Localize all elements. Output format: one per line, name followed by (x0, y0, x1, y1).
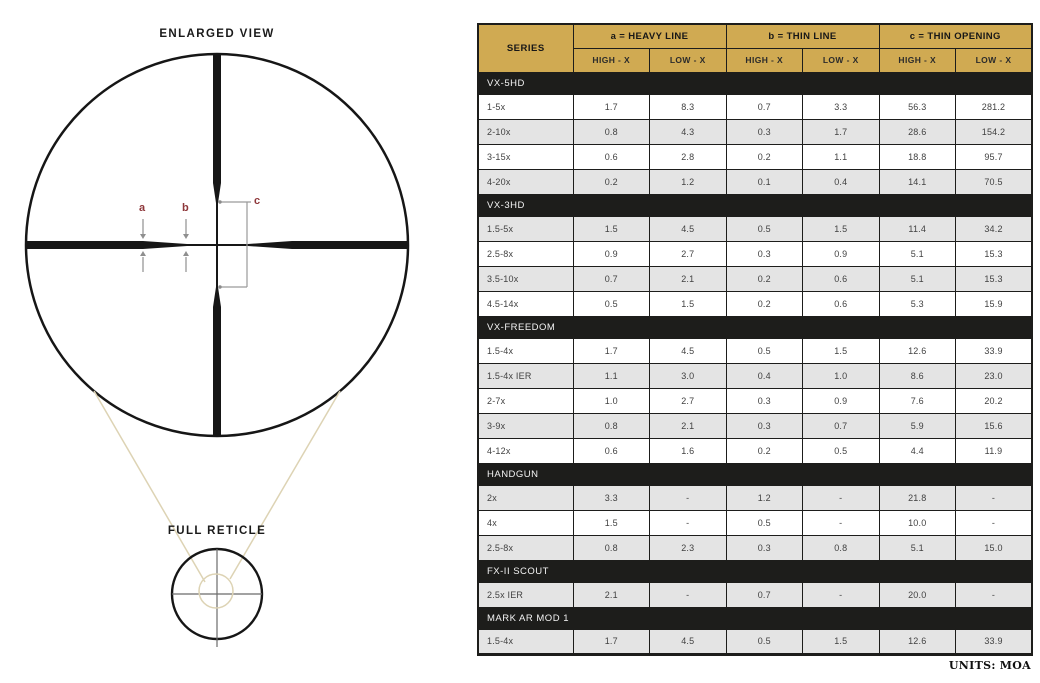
value-cell: 0.7 (726, 582, 803, 607)
data-row (478, 535, 1032, 560)
value-cell: 154.2 (956, 119, 1033, 144)
value-cell: 11.4 (879, 216, 956, 241)
value-cell: 3.3 (803, 94, 880, 119)
data-row (478, 510, 1032, 535)
series-cell: 2.5-8x (478, 535, 573, 560)
value-cell: 0.5 (726, 510, 803, 535)
value-cell: 12.6 (879, 629, 956, 654)
callout-a-arrowhead-down (140, 234, 146, 239)
value-cell: 0.3 (726, 535, 803, 560)
series-cell: 4.5-14x (478, 291, 573, 316)
value-cell: 28.6 (879, 119, 956, 144)
series-cell: 1.5-4x (478, 629, 573, 654)
value-cell: 0.1 (726, 169, 803, 194)
data-row (478, 169, 1032, 194)
value-cell: 5.3 (879, 291, 956, 316)
value-cell: 0.6 (573, 438, 650, 463)
value-cell: 33.9 (956, 629, 1033, 654)
value-cell: 2.7 (650, 388, 727, 413)
value-cell: 2.1 (573, 582, 650, 607)
value-cell: 1.0 (803, 363, 880, 388)
value-cell: 15.6 (956, 413, 1033, 438)
section-row-vx-3hd (478, 194, 1032, 216)
value-cell: 0.2 (726, 291, 803, 316)
section-label: FX-II SCOUT (478, 560, 1032, 582)
value-cell: 11.9 (956, 438, 1033, 463)
value-cell: 3.3 (573, 485, 650, 510)
value-cell: 3.0 (650, 363, 727, 388)
value-cell: - (650, 510, 727, 535)
value-cell: 0.6 (803, 291, 880, 316)
reticle-dimensions-table (477, 23, 1033, 656)
value-cell: 1.7 (573, 94, 650, 119)
subheader-high-x: HIGH - X (726, 48, 803, 72)
series-cell: 1.5-4x IER (478, 363, 573, 388)
value-cell: 0.7 (726, 94, 803, 119)
value-cell: 1.0 (573, 388, 650, 413)
value-cell: 95.7 (956, 144, 1033, 169)
data-row (478, 413, 1032, 438)
value-cell: 8.6 (879, 363, 956, 388)
series-cell: 3.5-10x (478, 266, 573, 291)
series-cell: 2-7x (478, 388, 573, 413)
enlarged-view-title: ENLARGED VIEW (159, 28, 275, 40)
value-cell: 0.5 (726, 629, 803, 654)
value-cell: 2.1 (650, 266, 727, 291)
value-cell: 1.5 (803, 338, 880, 363)
value-cell: 0.6 (803, 266, 880, 291)
data-row (478, 216, 1032, 241)
series-cell: 2.5-8x (478, 241, 573, 266)
value-cell: 1.7 (573, 338, 650, 363)
value-cell: 0.3 (726, 413, 803, 438)
value-cell: 0.8 (573, 413, 650, 438)
value-cell: 0.8 (573, 535, 650, 560)
section-row-vx-freedom (478, 316, 1032, 338)
value-cell: 5.1 (879, 266, 956, 291)
value-cell: 1.5 (803, 216, 880, 241)
series-cell: 2x (478, 485, 573, 510)
value-cell: 0.2 (726, 438, 803, 463)
value-cell: 20.0 (879, 582, 956, 607)
series-cell: 3-15x (478, 144, 573, 169)
value-cell: 0.3 (726, 388, 803, 413)
value-cell: 15.3 (956, 241, 1033, 266)
group-header-heavy-line: a = HEAVY LINE (573, 24, 726, 48)
value-cell: 21.8 (879, 485, 956, 510)
value-cell: 18.8 (879, 144, 956, 169)
value-cell: 1.5 (573, 510, 650, 535)
value-cell: 5.1 (879, 535, 956, 560)
section-row-fx-ii-scout (478, 560, 1032, 582)
value-cell: - (803, 485, 880, 510)
value-cell: 1.2 (726, 485, 803, 510)
spec-table-panel (477, 23, 1033, 672)
value-cell: - (956, 582, 1033, 607)
value-cell: 4.4 (879, 438, 956, 463)
data-row (478, 438, 1032, 463)
data-row (478, 241, 1032, 266)
subheader-high-x: HIGH - X (573, 48, 650, 72)
table-header (478, 24, 1032, 72)
section-row-handgun (478, 463, 1032, 485)
value-cell: 0.2 (726, 266, 803, 291)
series-cell: 1.5-5x (478, 216, 573, 241)
data-row (478, 119, 1032, 144)
data-row (478, 94, 1032, 119)
value-cell: 33.9 (956, 338, 1033, 363)
subheader-low-x: LOW - X (650, 48, 727, 72)
value-cell: 0.5 (726, 338, 803, 363)
value-cell: 5.1 (879, 241, 956, 266)
units-note: UNITS: MOA (948, 658, 1031, 672)
value-cell: 56.3 (879, 94, 956, 119)
value-cell: 0.3 (726, 241, 803, 266)
value-cell: 0.8 (573, 119, 650, 144)
data-row (478, 144, 1032, 169)
data-row (478, 338, 1032, 363)
data-row (478, 485, 1032, 510)
value-cell: 0.8 (803, 535, 880, 560)
value-cell: 2.7 (650, 241, 727, 266)
value-cell: 15.9 (956, 291, 1033, 316)
value-cell: 0.2 (573, 169, 650, 194)
value-cell: 1.5 (650, 291, 727, 316)
callout-a-arrowhead-up (140, 251, 146, 256)
table-body (478, 72, 1032, 654)
full-reticle-zoom-ring (199, 574, 233, 608)
value-cell: 0.7 (803, 413, 880, 438)
reticle-graphic (0, 0, 470, 683)
value-cell: 0.4 (803, 169, 880, 194)
value-cell: 0.5 (726, 216, 803, 241)
full-reticle-title: FULL RETICLE (167, 525, 267, 537)
subheader-low-x: LOW - X (803, 48, 880, 72)
section-row-vx-5hd (478, 72, 1032, 94)
group-header-thin-line: b = THIN LINE (726, 24, 879, 48)
value-cell: 1.6 (650, 438, 727, 463)
value-cell: 70.5 (956, 169, 1033, 194)
value-cell: 20.2 (956, 388, 1033, 413)
subheader-high-x: HIGH - X (879, 48, 956, 72)
value-cell: 34.2 (956, 216, 1033, 241)
callout-a-label: a (139, 202, 146, 214)
value-cell: 4.5 (650, 629, 727, 654)
series-cell: 4x (478, 510, 573, 535)
value-cell: 0.9 (573, 241, 650, 266)
section-label: VX-FREEDOM (478, 316, 1032, 338)
value-cell: - (956, 485, 1033, 510)
value-cell: 4.3 (650, 119, 727, 144)
cone-line-right (230, 391, 340, 579)
callout-c-dot-bottom (218, 285, 221, 288)
value-cell: 12.6 (879, 338, 956, 363)
subheader-low-x: LOW - X (956, 48, 1033, 72)
value-cell: 4.5 (650, 338, 727, 363)
value-cell: 0.9 (803, 388, 880, 413)
series-column-header: SERIES (478, 24, 573, 72)
value-cell: - (650, 582, 727, 607)
section-row-mark-ar-mod-1 (478, 607, 1032, 629)
value-cell: 2.8 (650, 144, 727, 169)
series-cell: 2-10x (478, 119, 573, 144)
data-row (478, 291, 1032, 316)
series-cell: 4-12x (478, 438, 573, 463)
value-cell: 1.7 (803, 119, 880, 144)
series-cell: 1.5-4x (478, 338, 573, 363)
value-cell: 2.3 (650, 535, 727, 560)
value-cell: 1.7 (573, 629, 650, 654)
series-cell: 3-9x (478, 413, 573, 438)
cone-line-left (94, 391, 205, 582)
value-cell: 1.5 (573, 216, 650, 241)
value-cell: 14.1 (879, 169, 956, 194)
reticle-diagram-panel (0, 0, 470, 683)
callout-c-dot-top (218, 200, 221, 203)
value-cell: 0.9 (803, 241, 880, 266)
value-cell: 2.1 (650, 413, 727, 438)
value-cell: 0.3 (726, 119, 803, 144)
value-cell: 23.0 (956, 363, 1033, 388)
value-cell: 4.5 (650, 216, 727, 241)
value-cell: 1.1 (803, 144, 880, 169)
data-row (478, 363, 1032, 388)
value-cell: 10.0 (879, 510, 956, 535)
section-label: VX-3HD (478, 194, 1032, 216)
series-cell: 2.5x IER (478, 582, 573, 607)
group-header-thin-opening: c = THIN OPENING (879, 24, 1032, 48)
callout-b-label: b (182, 202, 189, 214)
value-cell: 15.3 (956, 266, 1033, 291)
callout-c-label: c (254, 195, 261, 207)
value-cell: 0.7 (573, 266, 650, 291)
value-cell: - (803, 510, 880, 535)
series-cell: 1-5x (478, 94, 573, 119)
value-cell: 8.3 (650, 94, 727, 119)
value-cell: - (650, 485, 727, 510)
data-row (478, 266, 1032, 291)
data-row (478, 582, 1032, 607)
data-row (478, 629, 1032, 654)
value-cell: 0.5 (573, 291, 650, 316)
series-cell: 4-20x (478, 169, 573, 194)
value-cell: 7.6 (879, 388, 956, 413)
value-cell: 0.2 (726, 144, 803, 169)
value-cell: 1.5 (803, 629, 880, 654)
data-row (478, 388, 1032, 413)
callout-b-arrowhead-up (183, 251, 189, 256)
value-cell: 1.1 (573, 363, 650, 388)
value-cell: 281.2 (956, 94, 1033, 119)
value-cell: 0.4 (726, 363, 803, 388)
value-cell: - (956, 510, 1033, 535)
section-label: HANDGUN (478, 463, 1032, 485)
value-cell: 1.2 (650, 169, 727, 194)
value-cell: - (803, 582, 880, 607)
section-label: VX-5HD (478, 72, 1032, 94)
value-cell: 0.6 (573, 144, 650, 169)
value-cell: 5.9 (879, 413, 956, 438)
callout-b-arrowhead-down (183, 234, 189, 239)
section-label: MARK AR MOD 1 (478, 607, 1032, 629)
value-cell: 0.5 (803, 438, 880, 463)
value-cell: 15.0 (956, 535, 1033, 560)
